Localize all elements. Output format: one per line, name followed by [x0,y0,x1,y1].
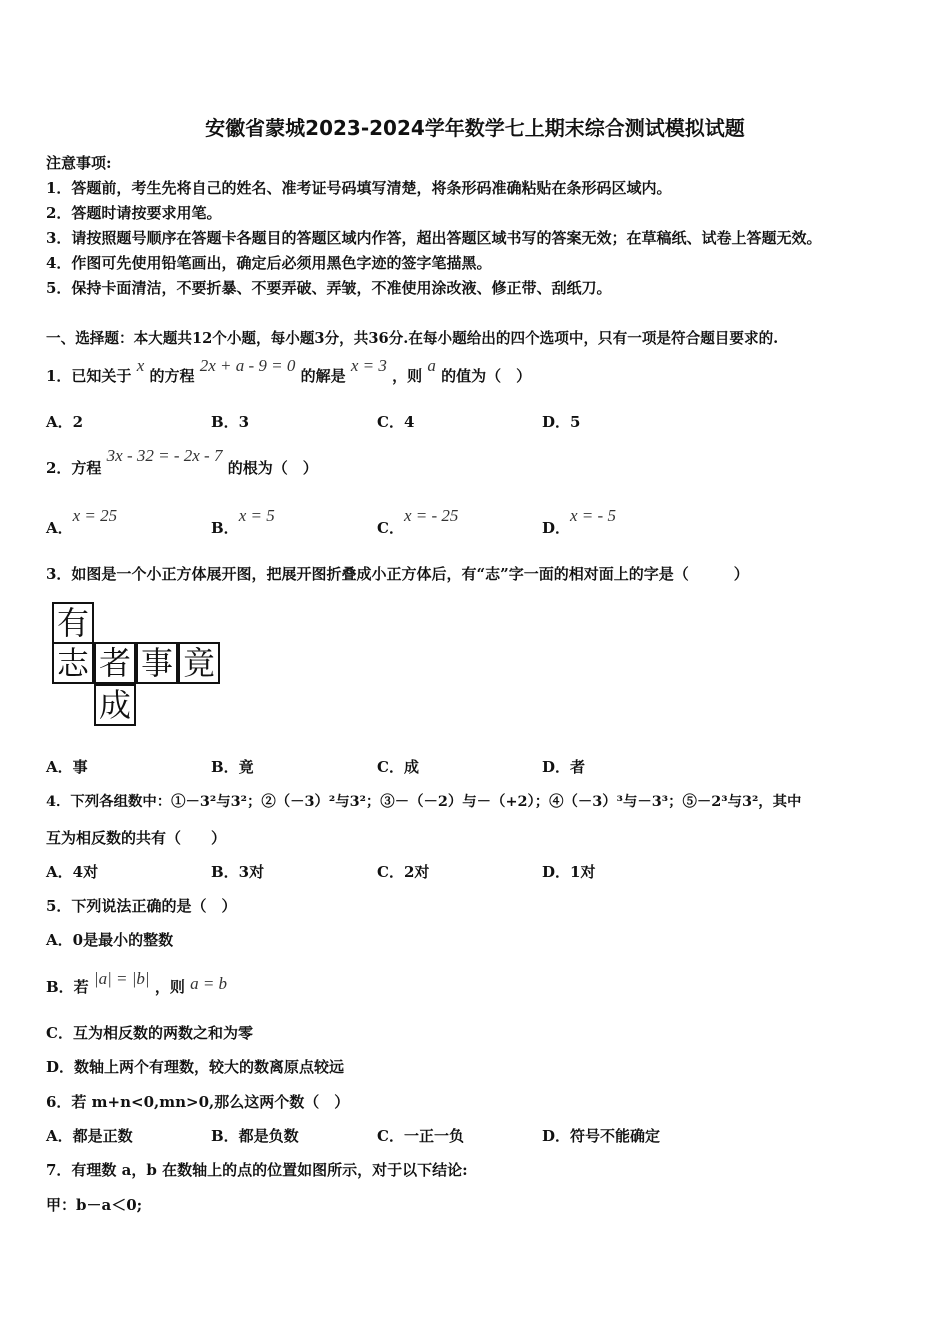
cube-face: 成 [94,684,136,726]
question-1 [46,356,532,386]
q2-option-label: B． [211,519,239,537]
q1-option-c: C．4 [377,413,415,431]
cube-face: 志 [52,642,94,684]
cube-face: 竟 [178,642,220,684]
q2-option-label: D． [542,519,571,537]
q6-option-c: C．一正一负 [377,1127,464,1145]
q5-option-c: C．互为相反数的两数之和为零 [46,1024,253,1042]
q7-conclusion-1: 甲：b－a＜0; [46,1196,143,1214]
q2-option-value: x = - 5 [570,506,616,525]
q1-math-x: x [136,356,145,375]
q4-option-a: A．4对 [46,863,99,881]
q1-text: 的值为（ ） [441,367,532,385]
q1-math-a: a [427,356,436,375]
q2-option-d [542,506,616,538]
q1-text: 的方程 [149,367,195,385]
q2-option-label: C． [377,519,404,537]
question-4: 4．下列各组数中：①－3²与3²；②（－3）²与3²；③－（－2）与－（+2）；④（－3）³与－3³；⑤－2³与3²，其中 [46,793,802,810]
q1-solution: x = 3 [350,356,387,375]
notice-item: 3．请按照题号顺序在答题卡各题目的答题区域内作答，超出答题区域书写的答案无效；在草稿纸、试卷上答题无效。 [46,229,822,247]
q3-option-d: D．者 [542,758,586,776]
q4-option-d: D．1对 [542,863,596,881]
q6-option-d: D．符号不能确定 [542,1127,661,1145]
q4-option-b: B．3对 [211,863,265,881]
q3-option-b: B．竟 [211,758,254,776]
q5-text: ，则 [154,978,185,996]
notice-item: 1．答题前，考生先将自己的姓名、准考证号码填写清楚，将条形码准确粘贴在条形码区域内。 [46,179,672,197]
cube-face: 有 [52,602,94,644]
q5-option-a: A．0是最小的整数 [46,931,174,949]
q4-option-c: C．2对 [377,863,430,881]
question-6: 6．若 m+n<0,mn>0,那么这两个数（ ） [46,1093,350,1111]
question-2 [46,446,318,478]
q2-option-c [377,506,459,538]
q1-text: 1．已知关于 [46,367,132,385]
question-3: 3．如图是一个小正方体展开图，把展开图折叠成小正方体后，有“志”字一面的相对面上的字是（ ） [46,565,749,583]
question-4-cont: 互为相反数的共有（ ） [46,829,227,847]
q2-option-value: x = 5 [238,506,275,525]
cube-face: 事 [136,642,178,684]
notice-item: 5．保持卡面清洁，不要折暴、不要弄破、弄皱，不准使用涂改液、修正带、刮纸刀。 [46,279,612,297]
q2-text: 2．方程 [46,459,102,477]
q1-equation: 2x + a - 9 = 0 [199,356,296,375]
cube-face: 者 [94,642,136,684]
q5-option-b [46,969,228,997]
q3-option-c: C．成 [377,758,419,776]
q5-math-eq: a = b [190,974,228,993]
notice-heading: 注意事项: [46,154,112,172]
section-heading: 一、选择题：本大题共12个小题，每小题3分，共36分.在每小题给出的四个选项中，只有一项是符合题目要求的. [46,330,779,347]
notice-item: 2．答题时请按要求用笔。 [46,204,222,222]
q5-option-d: D．数轴上两个有理数，较大的数离原点较远 [46,1058,345,1076]
q5-math-abs: |a| = |b| [93,969,150,988]
q6-option-b: B．都是负数 [211,1127,299,1145]
question-7: 7．有理数 a，b 在数轴上的点的位置如图所示，对于以下结论: [46,1161,468,1179]
q1-option-d: D．5 [542,413,581,431]
question-5: 5．下列说法正确的是（ ） [46,897,237,915]
q2-option-value: x = - 25 [403,506,459,525]
q5-text: B．若 [46,978,89,996]
q3-option-a: A．事 [46,758,88,776]
q6-option-a: A．都是正数 [46,1127,133,1145]
notice-item: 4．作图可先使用铅笔画出，确定后必须用黑色字迹的签字笔描黑。 [46,254,492,272]
cube-net-figure [50,600,230,730]
q2-option-b [211,506,275,538]
page-title: 安徽省蒙城2023-2024学年数学七上期末综合测试模拟试题 [205,116,745,140]
q2-option-label: A． [46,519,73,537]
q2-option-a [46,506,118,538]
q1-text: 的解是 [300,367,346,385]
q1-option-b: B．3 [211,413,250,431]
q2-equation: 3x - 32 = - 2x - 7 [106,446,223,465]
q1-option-a: A．2 [46,413,84,431]
q1-text: ，则 [392,367,423,385]
q2-option-value: x = 25 [72,506,118,525]
q2-text: 的根为（ ） [227,459,318,477]
